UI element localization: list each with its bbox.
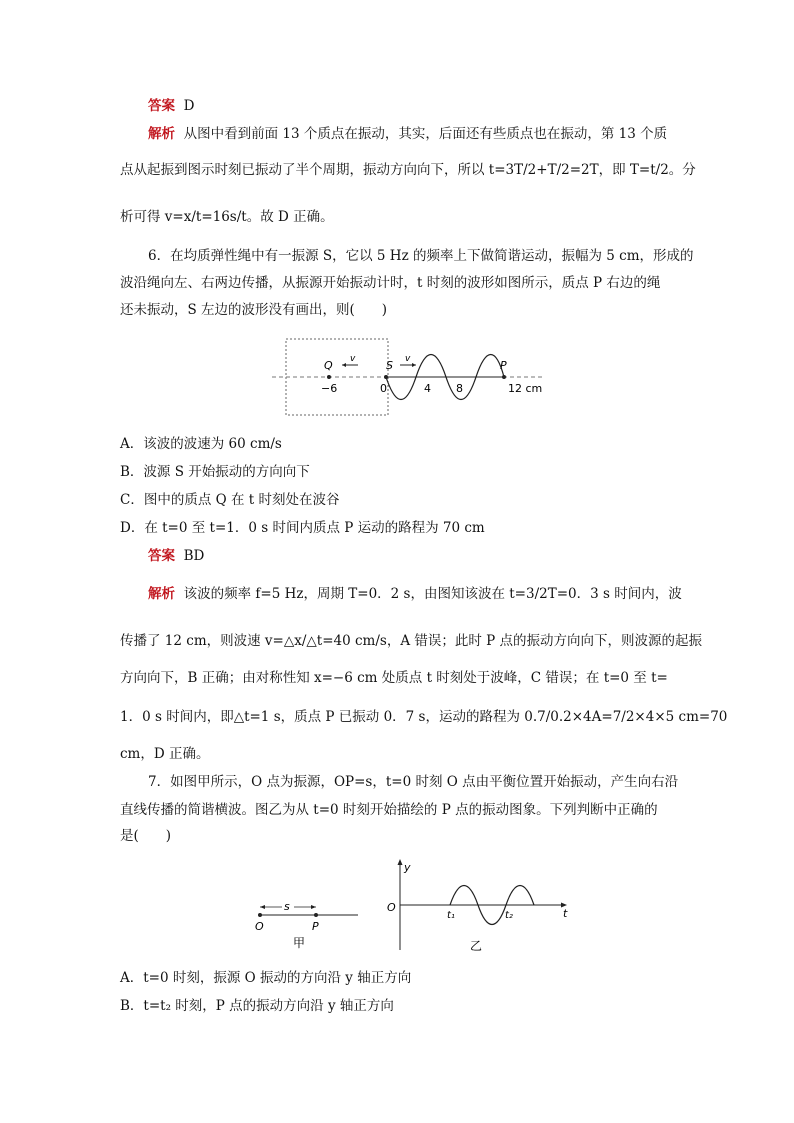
- q7-stem-line-3: 是( ): [120, 828, 172, 844]
- label-t: t: [563, 907, 568, 920]
- q6-stem-line-2: 波沿绳向左、右两边传播，从振源开始振动计时，t 时刻的波形如图所示，质点 P 右边的绳: [120, 275, 661, 291]
- q5-analysis-line-3: 析可得 v=x/t=16s/t。故 D 正确。: [120, 209, 334, 225]
- label-s: S: [386, 359, 393, 372]
- distance-arrow-right: [311, 905, 316, 909]
- label-y: y: [404, 861, 411, 874]
- point-o-dot: [258, 913, 262, 917]
- label-t2: t₂: [505, 910, 513, 921]
- label-p: P: [500, 359, 507, 372]
- tick-0: 0: [380, 382, 387, 395]
- q6-analysis-line-4: 1．0 s 时间内，即△t=1 s，质点 P 已振动 0．7 s，运动的路程为 0.7/0.2×4A=7/2×4×5 cm=70: [120, 709, 728, 725]
- label-t1: t₁: [447, 910, 455, 921]
- caption-jia: 甲: [293, 936, 306, 950]
- q6-analysis-line-2: 传播了 12 cm，则波速 v=△x/△t=40 cm/s，A 错误；此时 P 点的振动方向向下，则波源的起振: [120, 633, 703, 649]
- q5-analysis-line-1: [148, 124, 667, 144]
- y-axis-arrow: [398, 859, 403, 865]
- arrow-right-head: [412, 363, 416, 367]
- q7-stem-line-2: 直线传播的简谐横波。图乙为从 t=0 时刻开始描绘的 P 点的振动图象。下列判断中正确的: [120, 802, 658, 818]
- q5-analysis-line-2: 点从起振到图示时刻已振动了半个周期，振动方向向下，所以 t=3T/2+T/2=2T，即 T=t/2。分: [120, 162, 696, 178]
- tick-8: 8: [456, 382, 463, 395]
- q6-analysis-line-1: [148, 584, 682, 604]
- q6-stem-line-3: 还未振动，S 左边的波形没有画出，则( ): [120, 302, 388, 318]
- q6-analysis-line-5: cm，D 正确。: [120, 746, 210, 762]
- q7-figure-yi: [380, 855, 575, 955]
- point-p-dot: [502, 375, 506, 379]
- q7-stem-line-1: 7．如图甲所示，O 点为振源，OP=s，t=0 时刻 O 点由平衡位置开始振动，产生向右沿: [148, 774, 679, 790]
- label-s: s: [284, 900, 290, 913]
- q6-option-a: A．该波的波速为 60 cm/s: [120, 436, 282, 452]
- q6-option-d: D．在 t=0 至 t=1．0 s 时间内质点 P 运动的路程为 70 cm: [120, 520, 485, 536]
- caption-yi: 乙: [470, 939, 483, 953]
- label-o: O: [255, 920, 264, 933]
- tick-minus-6: −6: [321, 382, 338, 395]
- q6-wave-figure: [272, 335, 552, 420]
- q7-figure-jia: [250, 890, 365, 950]
- q5-answer-line: [148, 96, 194, 116]
- answer-value: D: [183, 98, 195, 114]
- q6-option-b: B．波源 S 开始振动的方向向下: [120, 464, 310, 480]
- distance-arrow-left: [260, 905, 265, 909]
- analysis-label: 解析: [148, 586, 175, 602]
- point-p-dot: [314, 913, 318, 917]
- analysis-text: 该波的频率 f=5 Hz，周期 T=0．2 s，由图知该波在 t=3/2T=0．3 s 时间内，波: [183, 586, 682, 602]
- point-q-dot: [327, 375, 331, 379]
- tick-4: 4: [424, 382, 431, 395]
- q6-answer-line: [148, 546, 204, 566]
- answer-value: BD: [183, 548, 205, 564]
- analysis-text: 从图中看到前面 13 个质点在振动，其实，后面还有些质点也在振动，第 13 个质: [183, 126, 668, 142]
- q7-option-a: A．t=0 时刻，振源 O 振动的方向沿 y 轴正方向: [120, 970, 412, 986]
- tick-12: 12 cm: [508, 382, 543, 395]
- analysis-label: 解析: [148, 126, 175, 142]
- q7-option-b: B．t=t₂ 时刻，P 点的振动方向沿 y 轴正方向: [120, 998, 394, 1014]
- arrow-left-head: [342, 363, 346, 367]
- label-o: O: [387, 901, 396, 914]
- q6-option-c: C．图中的质点 Q 在 t 时刻处在波谷: [120, 492, 340, 508]
- answer-label: 答案: [148, 98, 175, 114]
- q6-analysis-line-3: 方向向下，B 正确；由对称性知 x=−6 cm 处质点 t 时刻处于波峰，C 错误；在 t=0 至 t=: [120, 670, 668, 686]
- q6-stem-line-1: 6．在均质弹性绳中有一振源 S，它以 5 Hz 的频率上下做简谐运动，振幅为 5 cm，形成的: [148, 248, 694, 264]
- label-p: P: [312, 920, 319, 933]
- point-s-dot: [384, 375, 388, 379]
- label-v-right: v: [405, 354, 411, 364]
- label-q: Q: [324, 359, 333, 372]
- answer-label: 答案: [148, 548, 175, 564]
- label-v-left: v: [350, 354, 356, 364]
